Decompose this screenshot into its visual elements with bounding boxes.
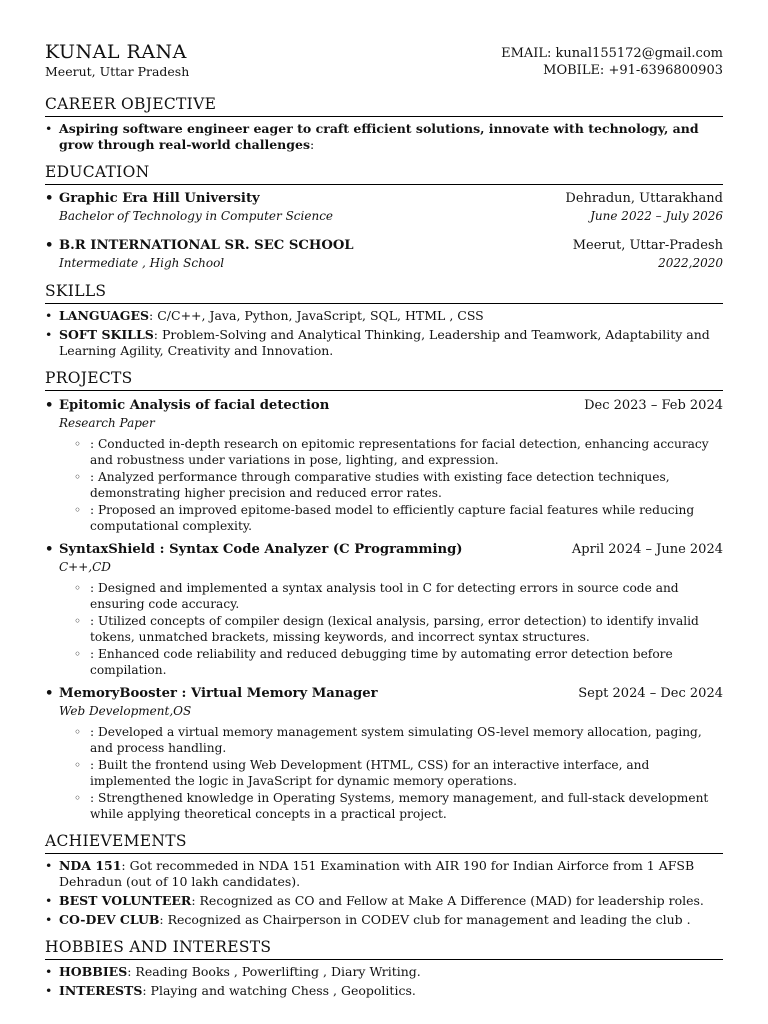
section-title-achievements: ACHIEVEMENTS <box>45 831 723 854</box>
achievement-text: : Got recommeded in NDA 151 Examination with AIR 190 for Indian Airforce from 1 AFSB Dehradun (out of 10 lakh candidates). <box>59 858 695 889</box>
candidate-location: Meerut, Uttar Pradesh <box>45 64 190 79</box>
mobile-line[interactable]: MOBILE: +91-6396800903 <box>543 63 723 78</box>
hobby-text: : Playing and watching Chess , Geopolitics. <box>142 983 416 998</box>
achievements-list <box>45 858 723 928</box>
achievement-item <box>45 893 723 909</box>
school-name: • Graphic Era Hill University <box>45 190 260 208</box>
achievement-label: BEST VOLUNTEER <box>59 893 192 908</box>
skill-text: : C/C++, Java, Python, JavaScript, SQL, HTML , CSS <box>149 308 484 323</box>
section-title-education: EDUCATION <box>45 162 723 185</box>
contact-block <box>501 45 723 80</box>
objective-item <box>45 121 723 153</box>
education-dates: 2022,2020 <box>658 256 723 270</box>
degree: Bachelor of Technology in Computer Science <box>59 209 334 223</box>
objective-text: Aspiring software engineer eager to craft efficient solutions, innovate with technology, and grow through real-world challenges <box>59 121 699 152</box>
section-title-hobbies: HOBBIES AND INTERESTS <box>45 937 723 960</box>
project-detail: ◦ : Developed a virtual memory management system simulating OS-level memory allocation, paging, and process handling. <box>45 724 723 756</box>
project-name: • MemoryBooster : Virtual Memory Manager <box>45 685 378 703</box>
hobby-item <box>45 964 723 980</box>
section-title-objective: CAREER OBJECTIVE <box>45 94 723 117</box>
achievement-text: : Recognized as Chairperson in CODEV club for management and leading the club . <box>159 912 691 927</box>
project-entry <box>45 397 723 534</box>
school-name: • B.R INTERNATIONAL SR. SEC SCHOOL <box>45 237 354 255</box>
achievement-label: CO-DEV CLUB <box>59 912 160 927</box>
skill-item <box>45 308 723 324</box>
hobby-item <box>45 983 723 999</box>
candidate-name: KUNAL RANA <box>45 41 187 63</box>
project-subtitle: Research Paper <box>59 416 155 430</box>
objective-list <box>45 121 723 153</box>
achievement-label: NDA 151 <box>59 858 122 873</box>
skill-label: SOFT SKILLS <box>59 327 154 342</box>
project-detail: ◦ : Utilized concepts of compiler design (lexical analysis, parsing, error detection) to identify invalid tokens, unmatched brackets, missing keywords, and incorrect syntax structures. <box>45 613 723 645</box>
achievement-text: : Recognized as CO and Fellow at Make A Difference (MAD) for leadership roles. <box>191 893 704 908</box>
project-detail: ◦ : Enhanced code reliability and reduced debugging time by automating error detection before compilation. <box>45 646 723 678</box>
skill-item <box>45 327 723 359</box>
achievement-item <box>45 912 723 928</box>
project-detail: ◦ : Strengthened knowledge in Operating Systems, memory management, and full-stack development while applying theoretical concepts in a practical project. <box>45 790 723 822</box>
project-dates: Dec 2023 – Feb 2024 <box>584 398 723 413</box>
hobby-text: : Reading Books , Powerlifting , Diary Writing. <box>127 964 421 979</box>
school-location: Meerut, Uttar-Pradesh <box>572 238 723 253</box>
degree: Intermediate , High School <box>59 256 225 270</box>
section-title-projects: PROJECTS <box>45 368 723 391</box>
project-subtitle: Web Development,OS <box>59 704 192 718</box>
project-detail: ◦ : Analyzed performance through comparative studies with existing face detection techniques, demonstrating higher precision and reduced error rates. <box>45 469 723 501</box>
achievement-item <box>45 858 723 890</box>
project-detail: ◦ : Built the frontend using Web Development (HTML, CSS) for an interactive interface, and implemented the logic in JavaScript for dynamic memory operations. <box>45 757 723 789</box>
project-details <box>45 436 723 534</box>
education-entry <box>45 237 723 272</box>
hobby-label: HOBBIES <box>59 964 128 979</box>
project-entry <box>45 541 723 678</box>
section-title-skills: SKILLS <box>45 281 723 304</box>
project-entry <box>45 685 723 822</box>
project-subtitle: C++,CD <box>59 560 111 574</box>
objective-trailing: : <box>310 137 315 152</box>
resume-page <box>45 40 723 999</box>
project-dates: April 2024 – June 2024 <box>571 542 723 557</box>
project-detail: ◦ : Conducted in-depth research on epitomic representations for facial detection, enhancing accuracy and robustness under variations in pose, lighting, and expression. <box>45 436 723 468</box>
project-name: • SyntaxShield : Syntax Code Analyzer (C Programming) <box>45 541 463 559</box>
project-name: • Epitomic Analysis of facial detection <box>45 397 329 415</box>
project-details <box>45 724 723 822</box>
skill-label: LANGUAGES <box>59 308 150 323</box>
project-detail: ◦ : Proposed an improved epitome-based model to efficiently capture facial features while reducing computational complexity. <box>45 502 723 534</box>
hobbies-list <box>45 964 723 999</box>
project-details <box>45 580 723 678</box>
project-detail: ◦ : Designed and implemented a syntax analysis tool in C for detecting errors in source code and ensuring code accuracy. <box>45 580 723 612</box>
project-dates: Sept 2024 – Dec 2024 <box>578 686 723 701</box>
resume-header <box>45 40 723 80</box>
email-line[interactable]: EMAIL: kunal155172@gmail.com <box>501 46 723 61</box>
school-location: Dehradun, Uttarakhand <box>565 191 723 206</box>
skill-text: : Problem-Solving and Analytical Thinking, Leadership and Teamwork, Adaptability and Learning Agility, Creativity and Innovation. <box>59 327 710 358</box>
identity-block <box>45 40 189 80</box>
education-dates: June 2022 – July 2026 <box>590 209 723 223</box>
skills-list <box>45 308 723 359</box>
education-entry <box>45 190 723 225</box>
hobby-label: INTERESTS <box>59 983 143 998</box>
